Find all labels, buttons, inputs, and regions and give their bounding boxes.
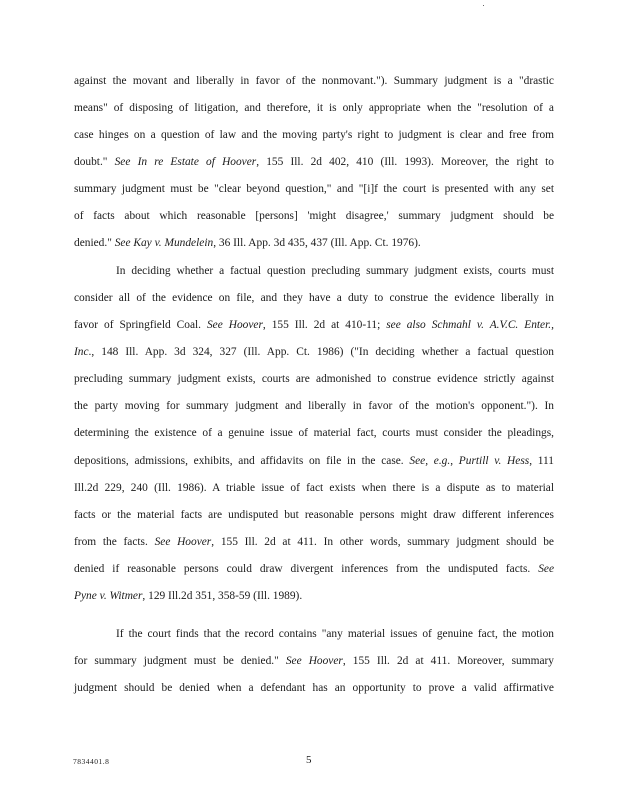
page-number: 5: [306, 754, 312, 766]
text-line: [74, 426, 554, 440]
text-run: denied if reasonable persons could draw divergent inferences from the undisputed facts.: [74, 563, 539, 575]
text-run: determining the existence of a genuine issue of material fact, courts must consider the pleadings,: [74, 427, 554, 439]
text-run: of facts about which reasonable [persons] 'might disagree,' summary judgment should be: [74, 210, 554, 222]
scan-speck: [483, 5, 484, 6]
text-run: , 155 Ill. 2d at 410-11;: [262, 319, 387, 331]
text-run: , 111: [529, 455, 554, 467]
text-run: , 155 Ill. 2d at 411. Moreover, summary: [342, 655, 554, 667]
text-run: If the court finds that the record contains "any material issues of genuine fact, the motion: [116, 628, 554, 640]
text-run: , 129 Ill.2d 351, 358-59 (Ill. 1989).: [142, 590, 303, 602]
text-run: summary judgment must be "clear beyond question," and "[i]f the court is presented with any set: [74, 183, 554, 195]
text-run: , 155 Ill. 2d at 411. In other words, summary judgment should be: [211, 536, 554, 548]
citation-italic: See Hoover: [154, 536, 212, 548]
text-line: [74, 481, 554, 495]
text-line: [74, 318, 554, 332]
text-run: judgment should be denied when a defendant has an opportunity to prove a valid affirmative: [74, 682, 554, 694]
text-run: depositions, admissions, exhibits, and affidavits on file in the case.: [74, 455, 410, 467]
text-run: denied.": [74, 237, 115, 249]
text-run: ., 148 Ill. App. 3d 324, 327 (Ill. App. Ct. 1986) ("In deciding whether a factual question: [88, 346, 554, 358]
text-line: [74, 535, 554, 549]
text-line: [74, 345, 554, 359]
text-run: ,: [450, 455, 459, 467]
text-run: facts or the material facts are undisputed but reasonable persons might draw different inferences: [74, 509, 554, 521]
text-line: [74, 681, 554, 695]
citation-italic: See Hoover: [285, 655, 343, 667]
text-line: [74, 562, 554, 576]
text-line: [74, 155, 554, 169]
text-line: [74, 454, 554, 468]
text-line: [74, 236, 554, 250]
text-line: [74, 74, 554, 88]
text-run: precluding summary judgment exists, courts are admonished to construe evidence strictly against: [74, 373, 554, 385]
text-run: Ill.2d 229, 240 (Ill. 1986). A triable issue of fact exists when there is a dispute as to material: [74, 482, 554, 494]
text-run: , 155 Ill. 2d 402, 410 (Ill. 1993). Moreover, the right to: [256, 156, 555, 168]
citation-italic: see also Schmahl v. A.V.C. Enter.,: [386, 319, 554, 331]
text-run: the party moving for summary judgment and liberally in favor of the motion's opponent."). In: [74, 400, 554, 412]
text-line: [74, 508, 554, 522]
text-line: [116, 264, 554, 278]
citation-italic: See In re Estate of Hoover: [114, 156, 257, 168]
text-line: [74, 209, 554, 223]
text-run: , 36 Ill. App. 3d 435, 437 (Ill. App. Ct. 1976).: [213, 237, 421, 249]
text-line: [74, 372, 554, 386]
citation-italic: See: [538, 563, 554, 575]
text-run: case hinges on a question of law and the moving party's right to judgment is clear and free from: [74, 129, 554, 141]
text-line: [74, 182, 554, 196]
citation-italic: Pyne v. Witmer: [74, 590, 143, 602]
text-line: [74, 654, 554, 668]
text-run: In deciding whether a factual question precluding summary judgment exists, courts must: [116, 265, 554, 277]
text-run: from the facts.: [74, 536, 155, 548]
footer-document-id: 7834401.8: [73, 757, 110, 766]
text-line: [116, 627, 554, 641]
text-run: for summary judgment must be denied.": [74, 655, 286, 667]
text-line: [74, 101, 554, 115]
text-run: doubt.": [74, 156, 115, 168]
text-line: [74, 128, 554, 142]
text-line: [74, 589, 554, 603]
citation-italic: See, e.g.: [409, 455, 451, 467]
text-run: means" of disposing of litigation, and therefore, it is only appropriate when the "resolution of a: [74, 102, 554, 114]
text-run: against the movant and liberally in favor of the nonmovant."). Summary judgment is a "drastic: [74, 75, 554, 87]
citation-italic: Purtill v. Hess: [458, 455, 530, 467]
citation-italic: See Hoover: [206, 319, 263, 331]
text-line: [74, 291, 554, 305]
text-run: consider all of the evidence on file, and they have a duty to construe the evidence liberally in: [74, 292, 554, 304]
text-line: [74, 399, 554, 413]
citation-italic: Inc: [74, 346, 89, 358]
text-run: favor of Springfield Coal.: [74, 319, 207, 331]
citation-italic: See Kay v. Mundelein: [114, 237, 214, 249]
